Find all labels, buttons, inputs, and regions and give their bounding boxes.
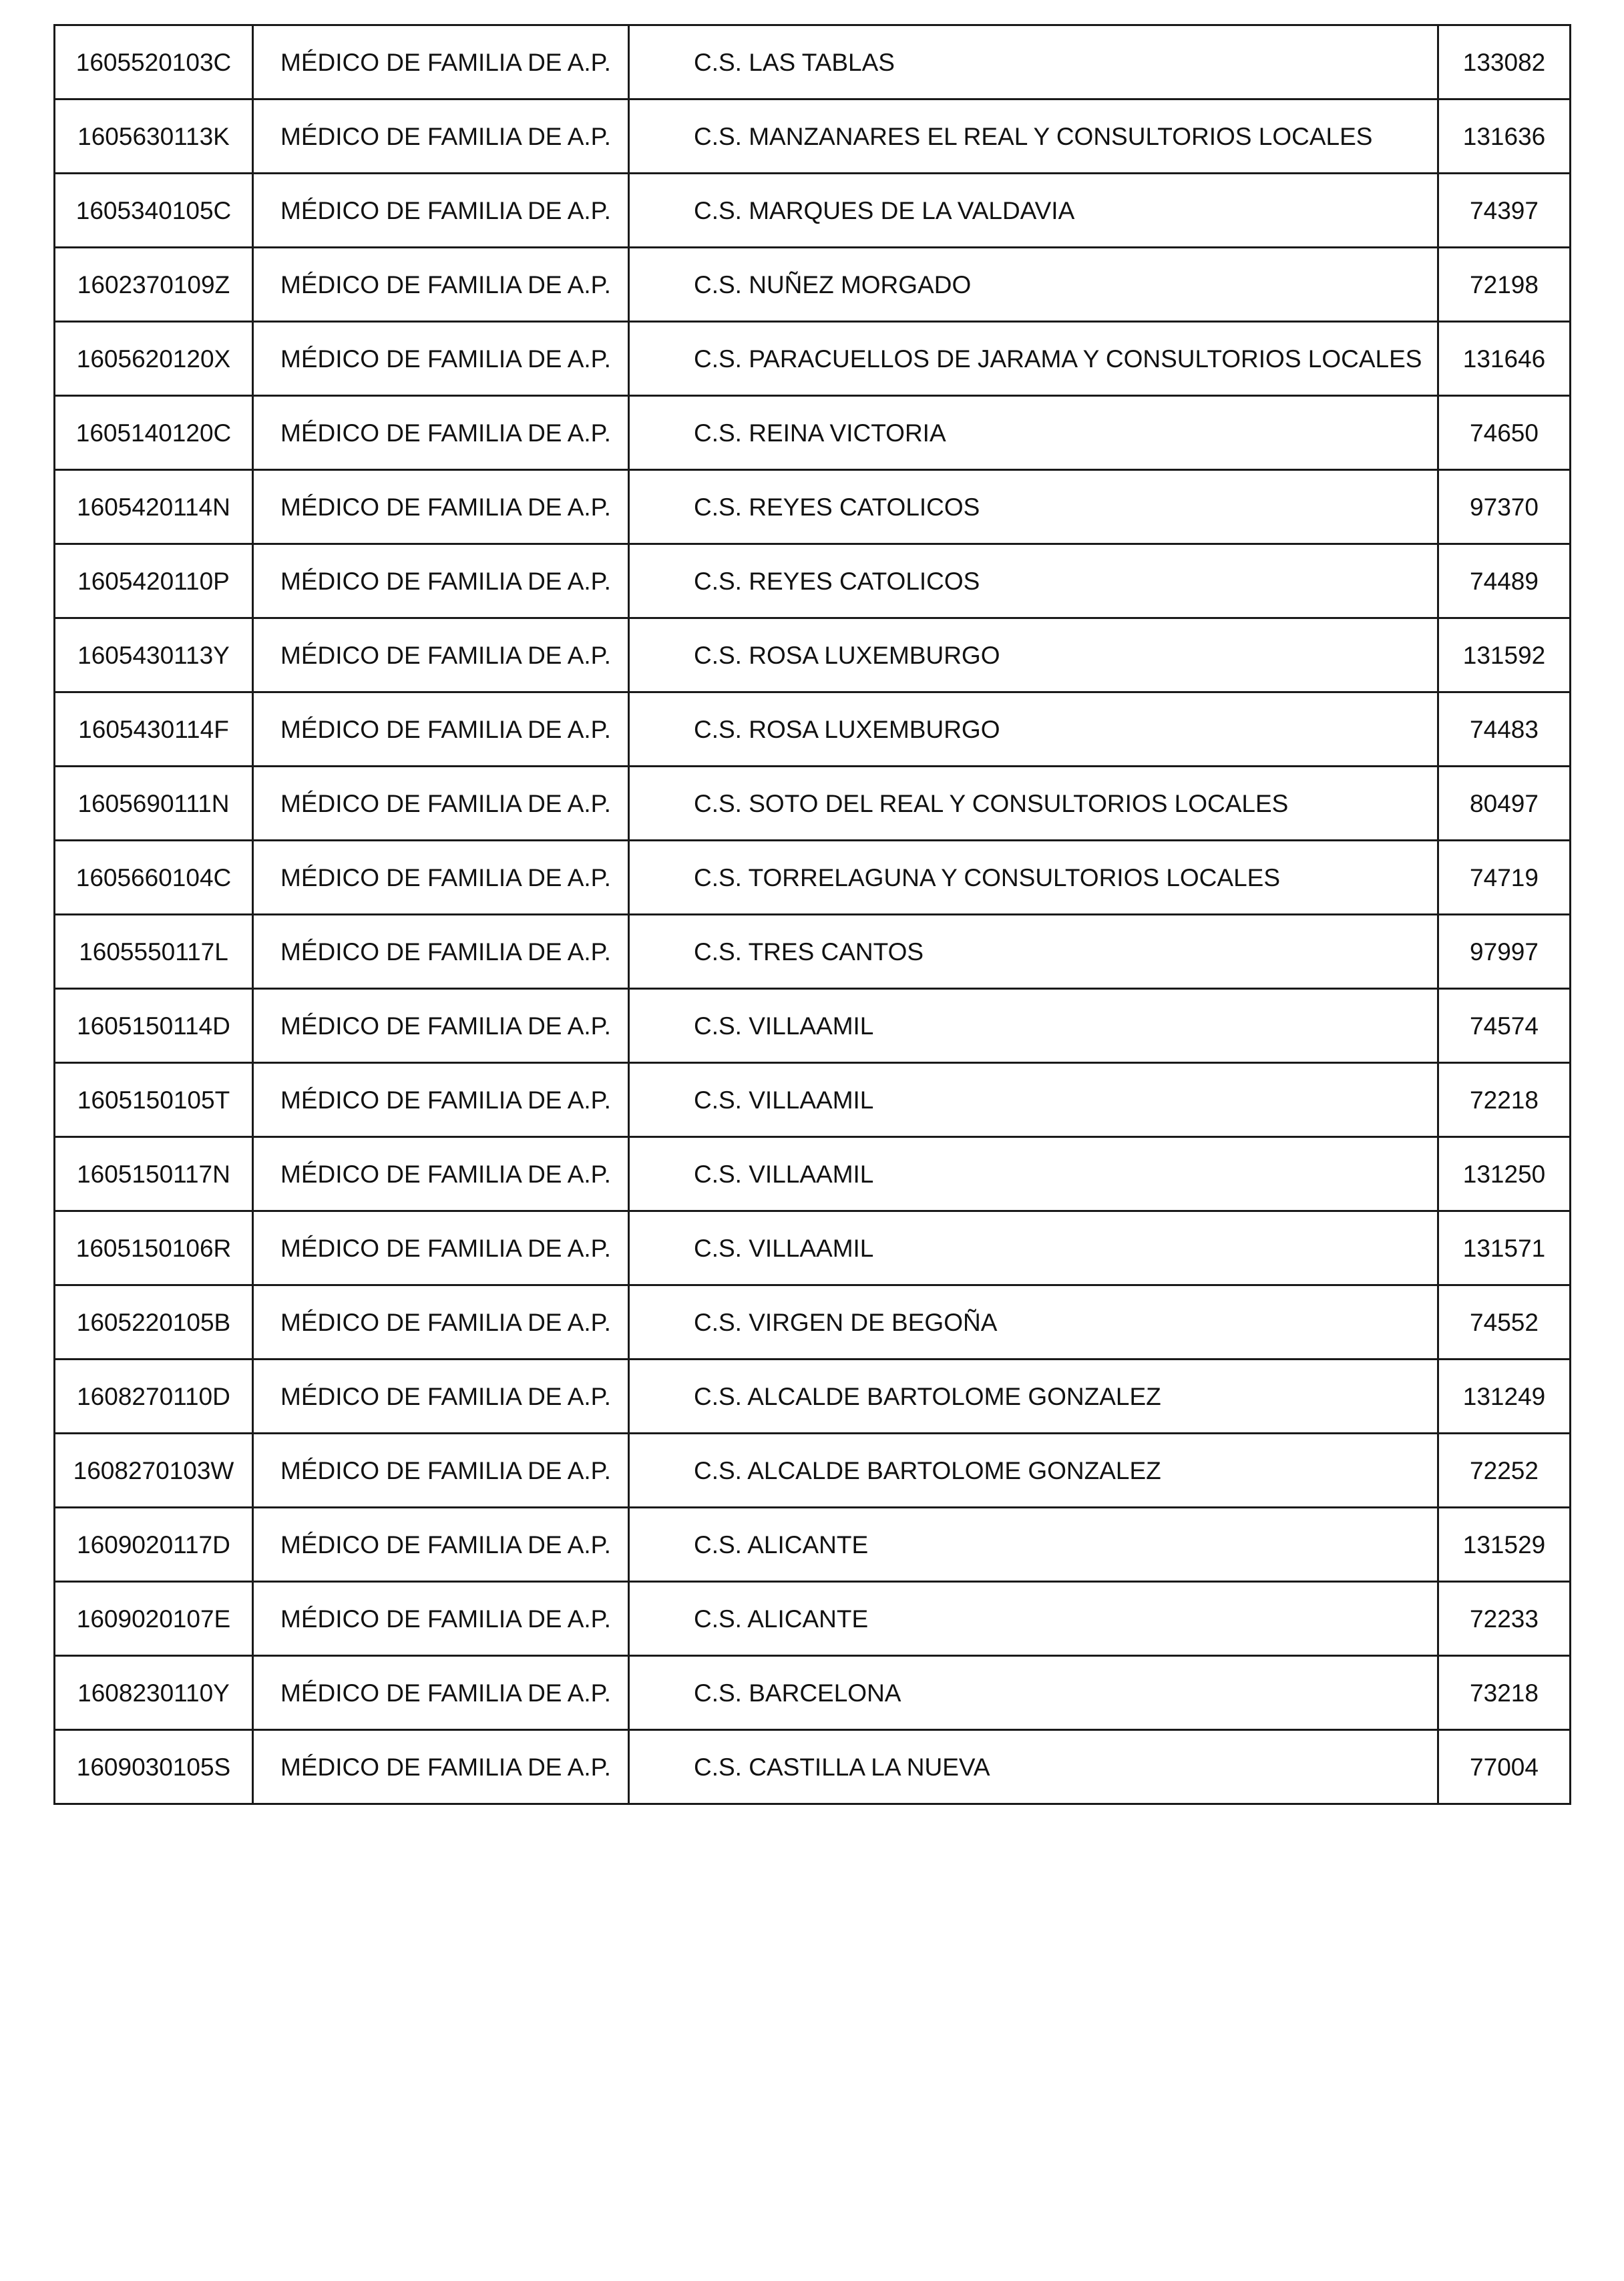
table-row — [55, 99, 1571, 174]
table-row — [55, 618, 1571, 692]
position-number: 77004 — [1438, 1730, 1571, 1804]
health-center: C.S. VILLAAMIL — [629, 989, 1438, 1063]
position-code: 1605150106R — [55, 1211, 253, 1285]
health-center: C.S. ROSA LUXEMBURGO — [629, 618, 1438, 692]
position-category: MÉDICO DE FAMILIA DE A.P. — [253, 1211, 629, 1285]
health-center: C.S. BARCELONA — [629, 1656, 1438, 1730]
health-center: C.S. TORRELAGUNA Y CONSULTORIOS LOCALES — [629, 841, 1438, 915]
position-number: 80497 — [1438, 767, 1571, 841]
health-center: C.S. NUÑEZ MORGADO — [629, 248, 1438, 322]
health-center: C.S. ALICANTE — [629, 1582, 1438, 1656]
table-row — [55, 692, 1571, 767]
position-category: MÉDICO DE FAMILIA DE A.P. — [253, 1730, 629, 1804]
position-category: MÉDICO DE FAMILIA DE A.P. — [253, 1360, 629, 1434]
position-category: MÉDICO DE FAMILIA DE A.P. — [253, 396, 629, 470]
position-code: 1605430113Y — [55, 618, 253, 692]
position-number: 74489 — [1438, 544, 1571, 618]
table-row — [55, 1063, 1571, 1137]
table-body — [55, 25, 1571, 1804]
position-number: 74719 — [1438, 841, 1571, 915]
position-category: MÉDICO DE FAMILIA DE A.P. — [253, 915, 629, 989]
table-row — [55, 915, 1571, 989]
health-center: C.S. REINA VICTORIA — [629, 396, 1438, 470]
position-number: 97370 — [1438, 470, 1571, 544]
position-number: 72218 — [1438, 1063, 1571, 1137]
position-code: 1605150117N — [55, 1137, 253, 1211]
table-row — [55, 470, 1571, 544]
position-number: 72233 — [1438, 1582, 1571, 1656]
table-row — [55, 248, 1571, 322]
table-row — [55, 1285, 1571, 1360]
position-category: MÉDICO DE FAMILIA DE A.P. — [253, 1582, 629, 1656]
position-number: 72252 — [1438, 1434, 1571, 1508]
health-center: C.S. PARACUELLOS DE JARAMA Y CONSULTORIOS LOCALES — [629, 322, 1438, 396]
health-center: C.S. VIRGEN DE BEGOÑA — [629, 1285, 1438, 1360]
position-code: 1605150105T — [55, 1063, 253, 1137]
position-category: MÉDICO DE FAMILIA DE A.P. — [253, 1656, 629, 1730]
position-code: 1608230110Y — [55, 1656, 253, 1730]
position-number: 97997 — [1438, 915, 1571, 989]
position-code: 1609020107E — [55, 1582, 253, 1656]
table-row — [55, 396, 1571, 470]
table-row — [55, 322, 1571, 396]
position-code: 1602370109Z — [55, 248, 253, 322]
position-category: MÉDICO DE FAMILIA DE A.P. — [253, 1434, 629, 1508]
position-category: MÉDICO DE FAMILIA DE A.P. — [253, 989, 629, 1063]
health-center: C.S. TRES CANTOS — [629, 915, 1438, 989]
table-row — [55, 544, 1571, 618]
table-row — [55, 174, 1571, 248]
position-category: MÉDICO DE FAMILIA DE A.P. — [253, 25, 629, 99]
table-row — [55, 989, 1571, 1063]
position-code: 1605420110P — [55, 544, 253, 618]
health-center: C.S. VILLAAMIL — [629, 1137, 1438, 1211]
position-category: MÉDICO DE FAMILIA DE A.P. — [253, 248, 629, 322]
position-number: 131646 — [1438, 322, 1571, 396]
position-number: 74574 — [1438, 989, 1571, 1063]
health-center: C.S. SOTO DEL REAL Y CONSULTORIOS LOCALES — [629, 767, 1438, 841]
position-code: 1605140120C — [55, 396, 253, 470]
position-number: 131250 — [1438, 1137, 1571, 1211]
health-center: C.S. ALCALDE BARTOLOME GONZALEZ — [629, 1434, 1438, 1508]
position-code: 1608270110D — [55, 1360, 253, 1434]
position-number: 74650 — [1438, 396, 1571, 470]
table-row — [55, 1508, 1571, 1582]
table-row — [55, 841, 1571, 915]
health-center: C.S. ALCALDE BARTOLOME GONZALEZ — [629, 1360, 1438, 1434]
position-number: 131571 — [1438, 1211, 1571, 1285]
table-row — [55, 767, 1571, 841]
position-number: 131249 — [1438, 1360, 1571, 1434]
position-code: 1605620120X — [55, 322, 253, 396]
health-center: C.S. REYES CATOLICOS — [629, 470, 1438, 544]
position-code: 1608270103W — [55, 1434, 253, 1508]
health-center: C.S. CASTILLA LA NUEVA — [629, 1730, 1438, 1804]
position-code: 1609030105S — [55, 1730, 253, 1804]
position-code: 1605630113K — [55, 99, 253, 174]
table-row — [55, 1582, 1571, 1656]
position-category: MÉDICO DE FAMILIA DE A.P. — [253, 99, 629, 174]
health-center: C.S. VILLAAMIL — [629, 1063, 1438, 1137]
table-row — [55, 1434, 1571, 1508]
position-number: 72198 — [1438, 248, 1571, 322]
table-row — [55, 1360, 1571, 1434]
position-code: 1605220105B — [55, 1285, 253, 1360]
health-center: C.S. LAS TABLAS — [629, 25, 1438, 99]
position-category: MÉDICO DE FAMILIA DE A.P. — [253, 1063, 629, 1137]
position-number: 131636 — [1438, 99, 1571, 174]
health-center: C.S. REYES CATOLICOS — [629, 544, 1438, 618]
table-row — [55, 25, 1571, 99]
position-code: 1605430114F — [55, 692, 253, 767]
position-code: 1605520103C — [55, 25, 253, 99]
position-category: MÉDICO DE FAMILIA DE A.P. — [253, 1508, 629, 1582]
position-number: 74397 — [1438, 174, 1571, 248]
position-category: MÉDICO DE FAMILIA DE A.P. — [253, 841, 629, 915]
health-center: C.S. ALICANTE — [629, 1508, 1438, 1582]
position-category: MÉDICO DE FAMILIA DE A.P. — [253, 544, 629, 618]
health-center: C.S. MANZANARES EL REAL Y CONSULTORIOS LOCALES — [629, 99, 1438, 174]
position-category: MÉDICO DE FAMILIA DE A.P. — [253, 692, 629, 767]
table-row — [55, 1656, 1571, 1730]
position-number: 131529 — [1438, 1508, 1571, 1582]
table-row — [55, 1211, 1571, 1285]
table-row — [55, 1137, 1571, 1211]
position-category: MÉDICO DE FAMILIA DE A.P. — [253, 174, 629, 248]
position-number: 74552 — [1438, 1285, 1571, 1360]
position-category: MÉDICO DE FAMILIA DE A.P. — [253, 1285, 629, 1360]
health-center: C.S. MARQUES DE LA VALDAVIA — [629, 174, 1438, 248]
position-code: 1609020117D — [55, 1508, 253, 1582]
table-row — [55, 1730, 1571, 1804]
position-number: 133082 — [1438, 25, 1571, 99]
position-category: MÉDICO DE FAMILIA DE A.P. — [253, 1137, 629, 1211]
position-code: 1605150114D — [55, 989, 253, 1063]
position-number: 73218 — [1438, 1656, 1571, 1730]
position-number: 74483 — [1438, 692, 1571, 767]
position-category: MÉDICO DE FAMILIA DE A.P. — [253, 322, 629, 396]
position-code: 1605690111N — [55, 767, 253, 841]
position-code: 1605340105C — [55, 174, 253, 248]
position-code: 1605550117L — [55, 915, 253, 989]
position-category: MÉDICO DE FAMILIA DE A.P. — [253, 618, 629, 692]
health-center: C.S. VILLAAMIL — [629, 1211, 1438, 1285]
position-code: 1605660104C — [55, 841, 253, 915]
position-category: MÉDICO DE FAMILIA DE A.P. — [253, 470, 629, 544]
health-center: C.S. ROSA LUXEMBURGO — [629, 692, 1438, 767]
position-number: 131592 — [1438, 618, 1571, 692]
positions-table — [53, 24, 1571, 1805]
position-category: MÉDICO DE FAMILIA DE A.P. — [253, 767, 629, 841]
position-code: 1605420114N — [55, 470, 253, 544]
